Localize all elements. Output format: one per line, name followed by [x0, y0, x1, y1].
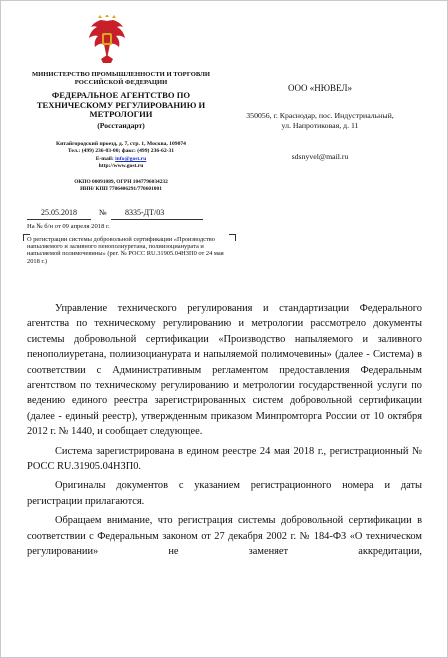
- recipient-name: ООО «НЮВЕЛ»: [288, 83, 352, 93]
- body-paragraph-1: Управление технического регулирования и стандартизации Федерального агентства по техническому регулированию и метрологии рассмотрело документы системы добровольной сертификации «Производство напыляемого и заливного пенополиуретана, полиизоцианурата и напыляемой полимочевины» (далее - Система) в соответствии с Административным регламентом предоставления Федеральным агентством по техническому регулированию и метрологии государственной услуги по ведению единого реестра зарегистрированных систем добровольной сертификации (далее - единый реестр), утвержденным приказом Минпромторга России от 10 октября 2012 г. № 1440, и сообщает следующее.: [27, 303, 422, 438]
- letter-body: [27, 301, 422, 564]
- agency-short-name: (Росстандарт): [97, 121, 145, 130]
- agency-name: ФЕДЕРАЛЬНОЕ АГЕНТСТВО ПО ТЕХНИЧЕСКОМУ РЕГУЛИРОВАНИЮ И МЕТРОЛОГИИ: [36, 90, 206, 120]
- okpo-ogrn: ОКПО 00091089, ОГРН 1047796034232: [74, 179, 168, 185]
- letter-date: 25.05.2018: [41, 208, 77, 217]
- recipient-email: sdsnyvel@mail.ru: [291, 152, 349, 161]
- body-paragraph-2: Система зарегистрирована в едином реестре 24 мая 2018 г., регистрационный № РОСС RU.31905.04НЗП0.: [27, 445, 422, 473]
- body-paragraph-3: Оригиналы документов с указанием регистрационного номера и даты регистрации прилагаются.: [27, 480, 422, 507]
- ministry-name: МИНИСТЕРСТВО ПРОМЫШЛЕННОСТИ И ТОРГОВЛИ РОССИЙСКОЙ ФЕДЕРАЦИИ: [31, 71, 211, 86]
- sender-codes: [27, 179, 215, 192]
- sender-contacts: [27, 141, 215, 171]
- sender-address: Китайгородский проезд, д. 7, стр. 1, Москва, 109074: [56, 141, 186, 147]
- sender-email-link[interactable]: info@gost.ru: [115, 155, 147, 162]
- date-underline: [27, 219, 91, 220]
- email-label: E-mail:: [95, 155, 116, 162]
- sender-website[interactable]: http://www.gost.ru: [98, 163, 144, 170]
- on-reference: На № б/н от 09 апреля 2018 г.: [27, 223, 110, 230]
- coat-of-arms-icon: [87, 15, 127, 65]
- letter-number: 8335-ДТ/03: [125, 208, 165, 217]
- letter-subject: О регистрации системы добровольной сертификации «Производство напыляемого и заливного пенополиуретана, полиизоцианурата и напыляемой полимочевины» (рег. № РОСС RU.31905.04НЗП0 от 24 мая 2018 г.): [27, 236, 224, 265]
- inn-kpp: ИНН/ КПП 7706406291/770601001: [80, 185, 162, 192]
- sender-phone: Тел.: (499) 236-03-00; факс: (499) 236-62-31: [67, 148, 175, 155]
- recipient-address-line2: ул. Напротиковая, д. 11: [281, 121, 359, 130]
- recipient-address-line1: 350056, г. Краснодар, пос. Индустриальный,: [246, 111, 394, 120]
- body-paragraph-4: Обращаем внимание, что регистрация системы добровольной сертификации в соответствии с Федеральным законом от 27 декабря 2002 г. № 184-ФЗ «О техническом регулировании» не заменяет аккредитации,: [27, 515, 422, 558]
- number-underline: [111, 219, 203, 220]
- number-sign: №: [99, 208, 107, 217]
- sender-email-line: [27, 156, 215, 163]
- recipient-address: [215, 111, 425, 131]
